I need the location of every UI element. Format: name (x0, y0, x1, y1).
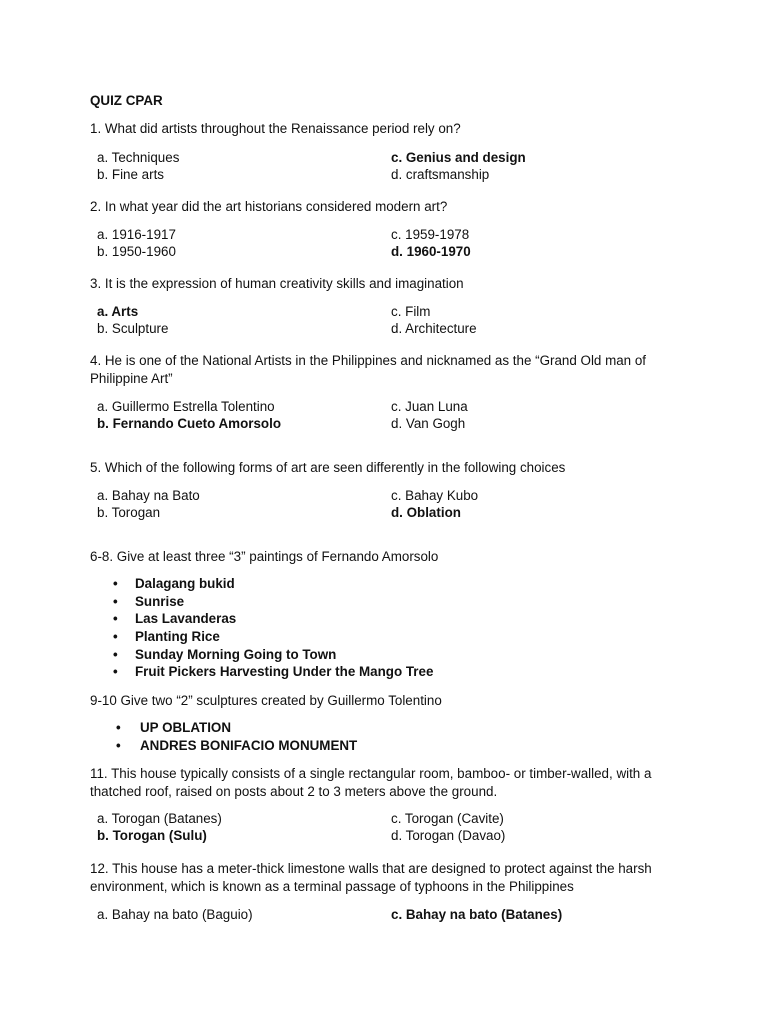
quiz-title: QUIZ CPAR (90, 93, 163, 108)
question-6-8: 6-8. Give at least three “3” paintings of Fernando Amorsolo (90, 549, 439, 564)
list-item: • Sunrise (113, 593, 185, 609)
paintings-list (113, 575, 613, 681)
question-11-options (97, 810, 717, 843)
option-c: c. 1959-1978 (391, 227, 470, 242)
bullet-icon: • (113, 646, 118, 662)
option-a: a. Guillermo Estrella Tolentino (97, 399, 275, 414)
question-11: 11. This house typically consists of a single rectangular room, bamboo- or timber-walled, with a thatched roof, raised on posts about 2 to 3 meters above the ground. (90, 766, 652, 799)
question-4: 4. He is one of the National Artists in the Philippines and nicknamed as the “Grand Old man of Philippine Art” (90, 353, 647, 386)
option-d: d. craftsmanship (391, 166, 490, 182)
option-d-answer: d. 1960-1970 (391, 243, 471, 259)
option-c-answer: c. Bahay na bato (Batanes) (391, 907, 563, 922)
question-3: 3. It is the expression of human creativity skills and imagination (90, 276, 464, 291)
bullet-icon: • (116, 720, 121, 735)
option-b: b. Fine arts (97, 166, 164, 182)
option-b-answer: b. Torogan (Sulu) (97, 827, 207, 843)
question-9-10: 9-10 Give two “2” sculptures created by Guillermo Tolentino (90, 693, 442, 708)
option-d: d. Van Gogh (391, 415, 466, 431)
bullet-icon: • (113, 576, 118, 591)
bullet-icon: • (113, 593, 118, 609)
bullet-icon: • (113, 611, 118, 627)
question-1: 1. What did artists throughout the Renaissance period rely on? (90, 121, 461, 136)
option-b: b. Sculpture (97, 320, 169, 336)
question-2: 2. In what year did the art historians considered modern art? (90, 199, 448, 214)
option-a: a. Bahay na Bato (97, 488, 200, 503)
list-item: • Las Lavanderas (113, 611, 237, 627)
question-3-options (97, 303, 717, 336)
list-item: • ANDRES BONIFACIO MONUMENT (116, 737, 358, 753)
list-item: • Sunday Morning Going to Town (113, 646, 337, 662)
option-d-answer: d. Oblation (391, 504, 461, 520)
sculptures-list (116, 719, 616, 754)
list-item: • Fruit Pickers Harvesting Under the Mango Tree (113, 664, 434, 680)
option-a: a. Bahay na bato (Baguio) (97, 907, 253, 922)
option-c: c. Bahay Kubo (391, 488, 479, 503)
question-1-options (97, 149, 717, 182)
question-2-options (97, 226, 717, 259)
option-c: c. Juan Luna (391, 399, 468, 414)
question-4-options (97, 398, 717, 431)
option-b: b. 1950-1960 (97, 243, 176, 259)
option-a-answer: a. Arts (97, 304, 139, 319)
bullet-icon: • (116, 737, 121, 753)
option-a: a. Torogan (Batanes) (97, 811, 222, 826)
option-a: a. Techniques (97, 150, 180, 165)
option-c: c. Film (391, 304, 431, 319)
question-5-options (97, 487, 717, 520)
bullet-icon: • (113, 629, 118, 645)
list-item: • UP OBLATION (116, 720, 232, 735)
option-c: c. Torogan (Cavite) (391, 811, 504, 826)
option-b-answer: b. Fernando Cueto Amorsolo (97, 415, 281, 431)
list-item: • Planting Rice (113, 629, 220, 645)
option-c-answer: c. Genius and design (391, 150, 526, 165)
bullet-icon: • (113, 664, 118, 680)
list-item: • Dalagang bukid (113, 576, 235, 591)
option-d: d. Architecture (391, 320, 477, 336)
option-d: d. Torogan (Davao) (391, 827, 506, 843)
question-12-options (97, 906, 717, 923)
option-b: b. Torogan (97, 504, 161, 520)
question-5: 5. Which of the following forms of art are seen differently in the following choices (90, 460, 566, 475)
question-12: 12. This house has a meter-thick limestone walls that are designed to protect against the harsh environment, which is known as a terminal passage of typhoons in the Philippines (90, 861, 652, 894)
option-a: a. 1916-1917 (97, 227, 176, 242)
